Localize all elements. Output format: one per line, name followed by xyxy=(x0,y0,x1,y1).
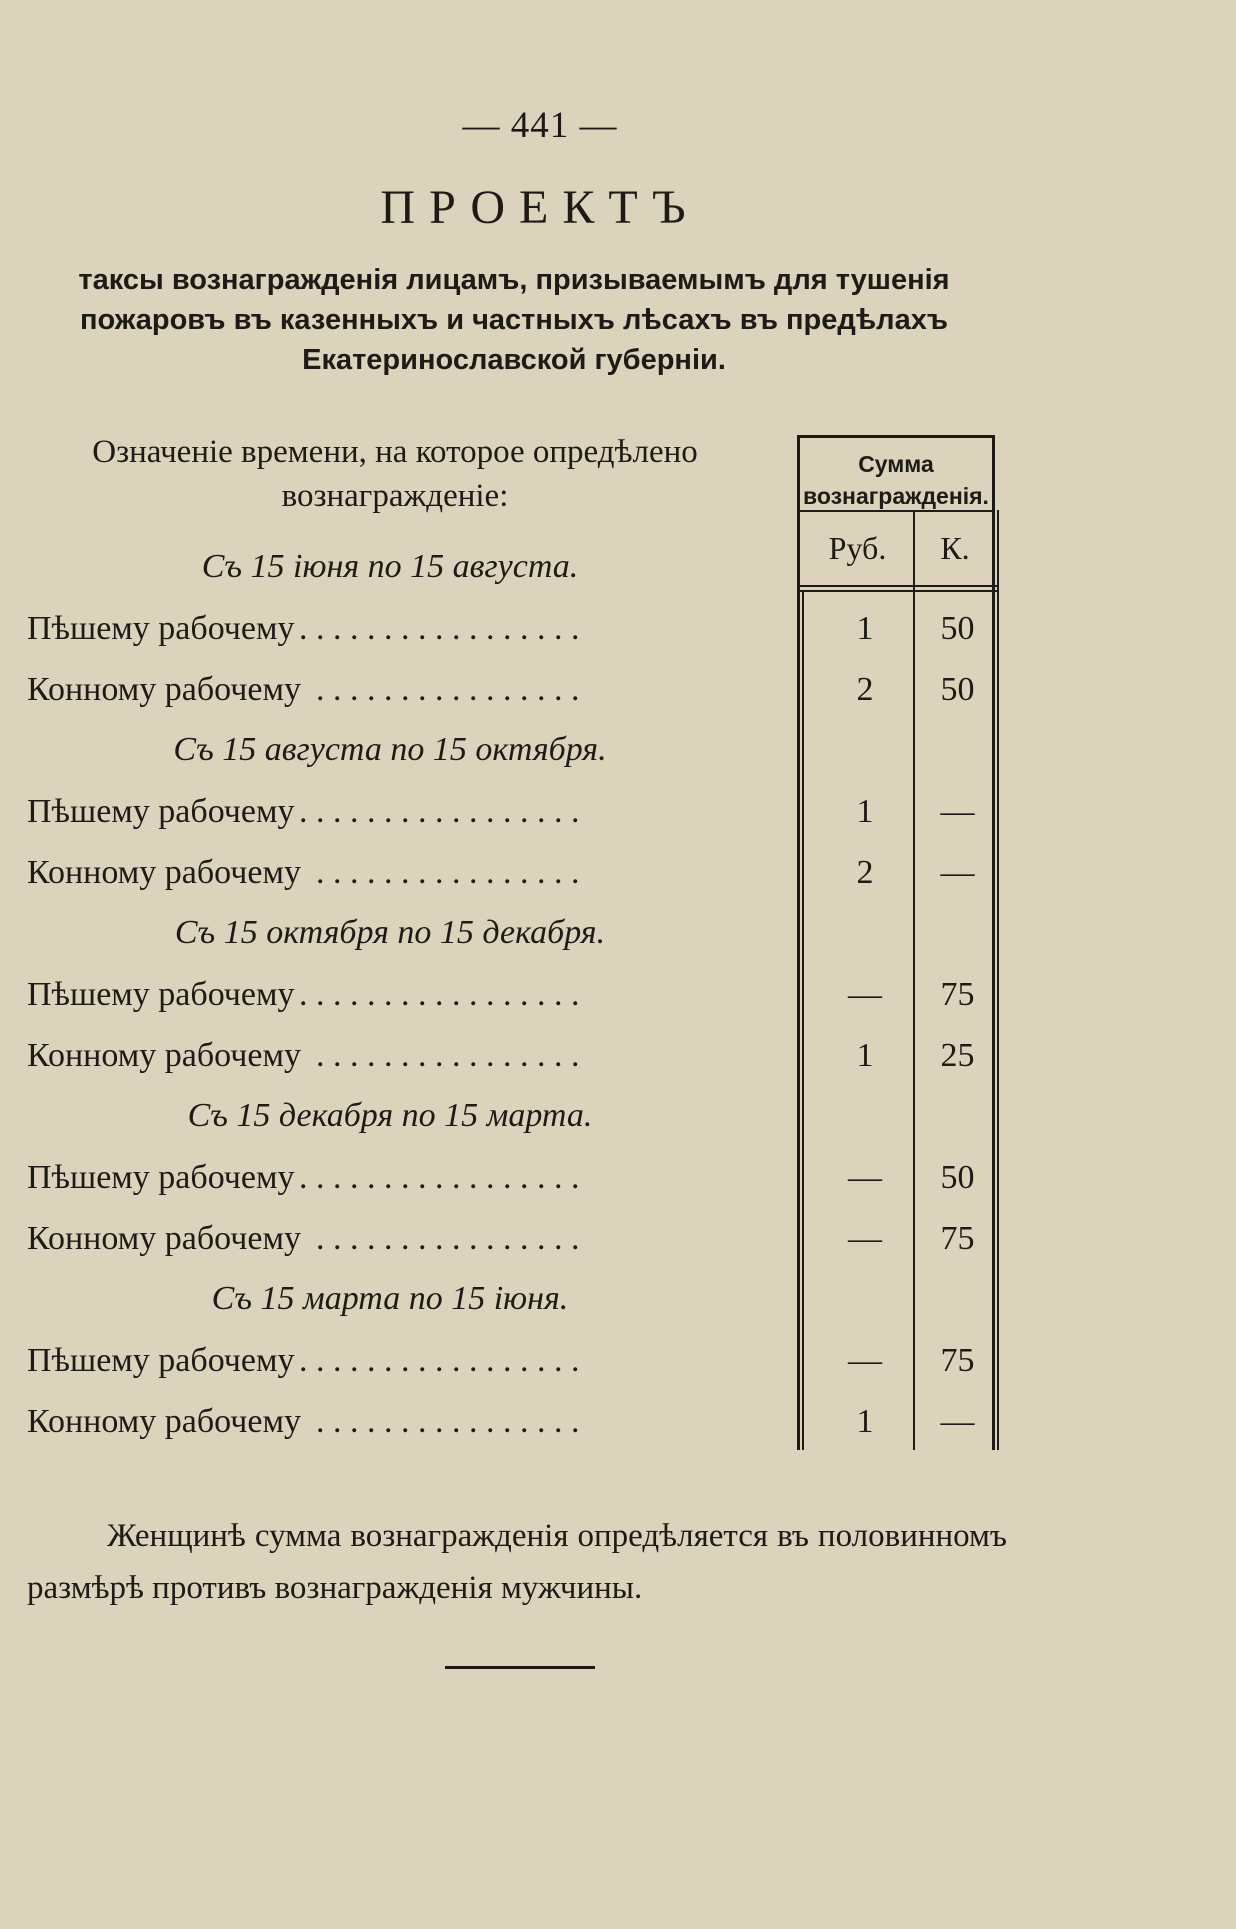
kopecks-cell: 75 xyxy=(940,976,975,1013)
kopecks-cell: 50 xyxy=(940,671,975,708)
row-label-text: Конному рабочему xyxy=(27,1220,307,1257)
row-label-text: Пѣшему рабочему xyxy=(27,610,301,647)
kopecks-cell: 50 xyxy=(940,610,975,647)
page-number: — 441 — xyxy=(462,105,618,146)
rubles-cell: 1 xyxy=(856,793,874,830)
row-label-text: Конному рабочему xyxy=(27,1403,307,1440)
row-label-text: Пѣшему рабочему xyxy=(27,1159,301,1196)
table-row-label xyxy=(27,1037,767,1075)
period-heading: Съ 15 марта по 15 іюня. xyxy=(211,1280,569,1317)
table-row-label xyxy=(27,854,767,892)
table-row-label xyxy=(27,793,767,831)
table-row-label xyxy=(27,1159,767,1197)
document-title: ПРОЕКТЪ xyxy=(380,181,700,234)
rubles-cell: 1 xyxy=(856,610,874,647)
kopecks-cell: — xyxy=(940,1403,975,1440)
kopecks-header: К. xyxy=(940,530,970,566)
table-row-label xyxy=(27,610,767,648)
rubles-cell: 1 xyxy=(856,1403,874,1440)
rubles-cell: 2 xyxy=(856,854,874,891)
kopecks-cell: 50 xyxy=(940,1159,975,1196)
period-heading: Съ 15 іюня по 15 августа. xyxy=(201,548,579,585)
table-row-label xyxy=(27,1403,767,1441)
table-right-border xyxy=(992,435,995,1450)
row-label-text: Конному рабочему xyxy=(27,671,307,708)
row-label-text: Конному рабочему xyxy=(27,1037,307,1074)
rubles-cell: — xyxy=(848,1220,882,1257)
time-column-header: Означеніе времени, на которое опредѣлено вознагражденіе: xyxy=(92,434,698,514)
table-header-bottom xyxy=(800,585,999,587)
table-left-border xyxy=(797,435,800,1450)
closing-rule xyxy=(445,1666,595,1669)
table-header-bottom-double xyxy=(800,590,999,592)
rubles-cell: 1 xyxy=(856,1037,874,1074)
row-label-text: Пѣшему рабочему xyxy=(27,976,301,1013)
table-row-label xyxy=(27,1220,767,1258)
kopecks-cell: 75 xyxy=(940,1342,975,1379)
rubles-cell: — xyxy=(848,976,882,1013)
table-row-label xyxy=(27,976,767,1014)
period-heading: Съ 15 октября по 15 декабря. xyxy=(174,914,606,951)
kopecks-cell: — xyxy=(940,793,975,830)
rubles-cell: — xyxy=(848,1159,882,1196)
table-row-label xyxy=(27,671,767,709)
rubles-header: Руб. xyxy=(828,530,887,566)
rubles-cell: — xyxy=(848,1342,882,1379)
row-label-text: Конному рабочему xyxy=(27,854,307,891)
period-heading: Съ 15 августа по 15 октября. xyxy=(173,731,607,768)
row-label-text: Пѣшему рабочему xyxy=(27,1342,301,1379)
table-row-label xyxy=(27,1342,767,1380)
document-subtitle: таксы вознагражденія лицамъ, призываемымъ для тушенія пожаровъ въ казенныхъ и частныхъ лѣсахъ въ предѣлахъ Екатеринославской губерніи. xyxy=(78,264,950,376)
rubles-cell: 2 xyxy=(856,671,874,708)
period-heading: Съ 15 декабря по 15 марта. xyxy=(187,1097,593,1134)
kopecks-cell: 75 xyxy=(940,1220,975,1257)
footnote: Женщинѣ сумма вознагражденія опредѣляется въ половинномъ размѣрѣ противъ вознагражденія мужчины. xyxy=(27,1518,1007,1606)
kopecks-cell: — xyxy=(940,854,975,891)
kopecks-cell: 25 xyxy=(940,1037,975,1074)
table-left-border-inner xyxy=(802,590,804,1450)
table-top-border xyxy=(797,435,995,438)
row-label-text: Пѣшему рабочему xyxy=(27,793,301,830)
sum-header: Сумма вознагражденія. xyxy=(803,451,989,509)
